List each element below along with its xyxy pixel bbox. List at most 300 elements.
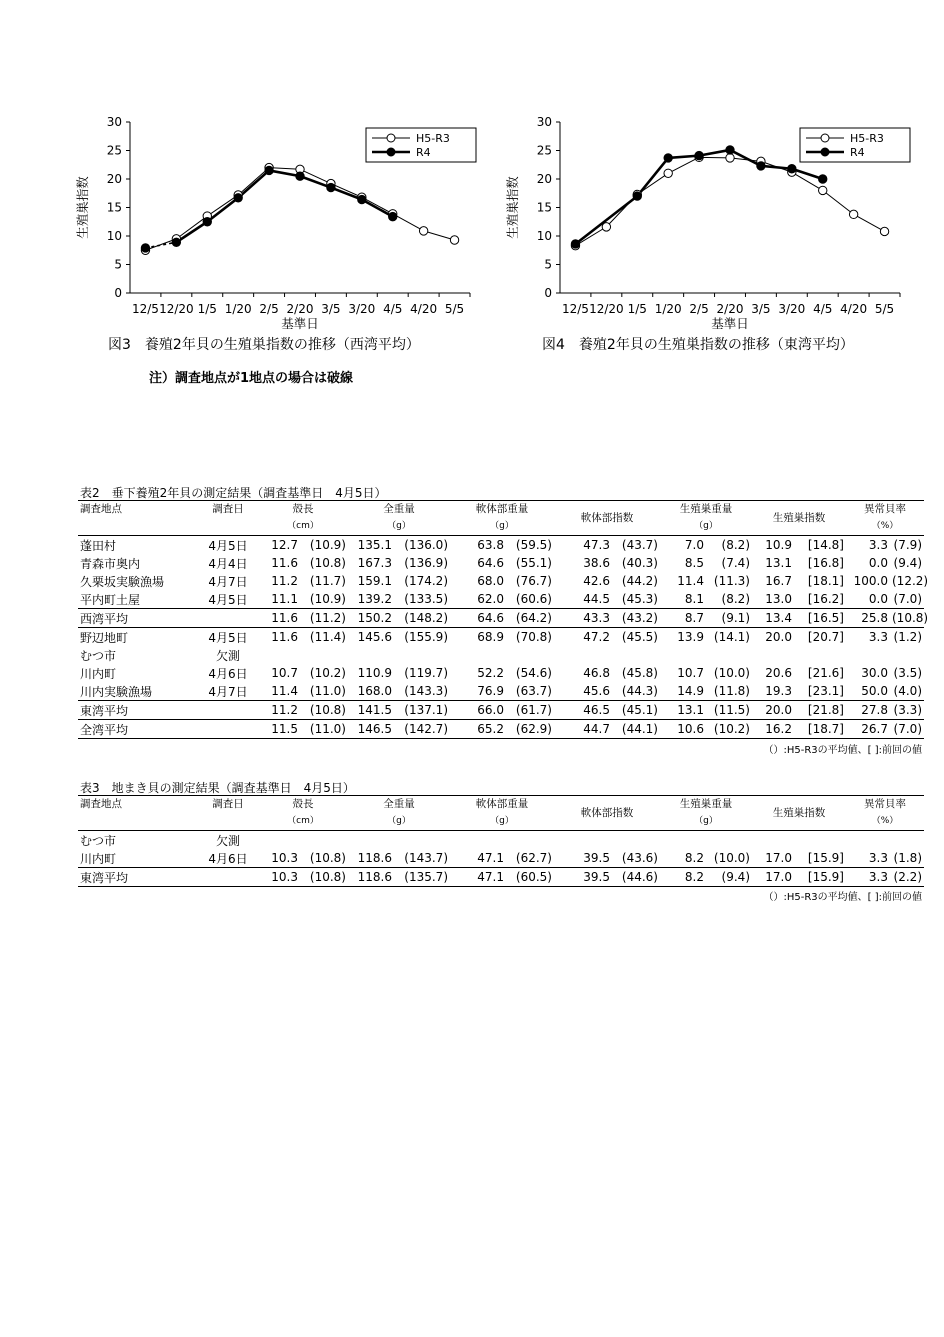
cell-softidx-avg xyxy=(612,831,660,850)
series-line-r4 xyxy=(575,196,637,244)
cell-shell: 12.7 xyxy=(271,538,298,552)
legend-marker xyxy=(821,148,829,156)
cell-site: 東湾平均 xyxy=(80,703,129,718)
cell-shell-avg: (11.2) xyxy=(309,611,346,625)
data-point-r4 xyxy=(726,146,734,154)
cell-gsi-prev: [18.7] xyxy=(807,722,844,736)
cell-soft-avg: (61.7) xyxy=(515,703,552,717)
cell-soft-avg: (62.7) xyxy=(515,851,552,865)
series-line-h5-r3 xyxy=(823,190,854,214)
cell-date xyxy=(198,868,258,887)
cell-date: 4月5日 xyxy=(208,630,248,645)
cell-gonad: 13.1 xyxy=(677,703,704,717)
cell-softidx: 39.5 xyxy=(583,870,610,884)
table3-footnote: （）:H5-R3の平均値、[ ]:前回の値 xyxy=(763,892,922,903)
cell-shell-avg: (11.7) xyxy=(309,574,346,588)
cell-softidx-avg: (45.5) xyxy=(621,630,658,644)
cell-abn: 27.8 xyxy=(861,703,888,717)
cell-softidx: 43.3 xyxy=(583,611,610,625)
legend-label: H5-R3 xyxy=(416,132,450,145)
cell-gonad: 8.2 xyxy=(684,851,704,865)
cell-gonad: 8.7 xyxy=(684,611,704,625)
cell-gonad-avg: (11.8) xyxy=(713,684,750,698)
cell-total-avg: (142.7) xyxy=(404,722,448,736)
cell-total-avg: (136.9) xyxy=(404,556,448,570)
cell-gonad: 8.5 xyxy=(684,556,704,570)
header-site: 調査地点 xyxy=(80,503,122,515)
cell-gsi: 13.4 xyxy=(765,611,792,625)
cell-shell: 11.2 xyxy=(271,574,298,588)
cell-gsi: 13.0 xyxy=(765,592,792,606)
cell-abn xyxy=(846,646,890,664)
data-point-r4 xyxy=(234,194,242,202)
series-line-h5-r3 xyxy=(854,214,885,231)
cell-gonad-avg: (9.1) xyxy=(721,611,750,625)
cell-total-avg: (174.2) xyxy=(404,574,448,588)
cell-shell: 11.6 xyxy=(271,556,298,570)
cell-gsi-prev: [15.9] xyxy=(807,851,844,865)
y-tick-label: 0 xyxy=(114,286,122,300)
table-row xyxy=(78,831,924,850)
x-tick-label: 5/5 xyxy=(444,302,465,316)
y-tick-label: 15 xyxy=(106,200,122,215)
cell-total-avg: (136.0) xyxy=(404,538,448,552)
cell-total: 145.6 xyxy=(357,630,392,644)
cell-softidx: 39.5 xyxy=(583,851,610,865)
cell-abn-avg: (3.3) xyxy=(893,703,922,717)
table-row xyxy=(78,536,924,555)
cell-gsi-prev: [23.1] xyxy=(807,684,844,698)
cell-soft: 76.9 xyxy=(477,684,504,698)
table-row xyxy=(78,849,924,868)
header-gonad: 生殖巣重量 （g） xyxy=(679,503,733,531)
cell-gsi-prev: [21.6] xyxy=(807,666,844,680)
table3 xyxy=(78,795,924,887)
cell-gsi: 20.0 xyxy=(765,630,792,644)
data-point-r4 xyxy=(633,192,641,200)
cell-abn-avg: (12.2) xyxy=(892,574,929,588)
cell-soft-avg: (59.5) xyxy=(515,538,552,552)
cell-gsi-prev: [16.5] xyxy=(807,611,844,625)
cell-softidx: 46.5 xyxy=(583,703,610,717)
cell-abn: 3.3 xyxy=(868,538,888,552)
series-line-h5-r3 xyxy=(238,168,269,195)
data-point-r4 xyxy=(389,212,397,220)
cell-shell-avg: (10.2) xyxy=(309,666,346,680)
cell-date: 欠測 xyxy=(215,833,240,848)
cell-softidx: 38.6 xyxy=(583,556,610,570)
cell-soft: 68.0 xyxy=(477,574,504,588)
cell-softidx: 44.7 xyxy=(583,722,610,736)
cell-total: 159.1 xyxy=(357,574,392,588)
header-total: 全重量 （g） xyxy=(383,503,415,531)
cell-date: 4月5日 xyxy=(208,538,248,553)
cell-total-avg: (155.9) xyxy=(404,630,448,644)
cell-gonad xyxy=(660,831,706,850)
cell-shell: 10.3 xyxy=(271,851,298,865)
cell-total-avg: (143.7) xyxy=(404,851,448,865)
cell-gonad-avg: (10.2) xyxy=(713,722,750,736)
cell-site: 蓬田村 xyxy=(80,538,117,553)
figure3-caption: 図3 養殖2年貝の生殖巣指数の推移（西湾平均） xyxy=(108,337,420,353)
dashed-line-note: 注）調査地点が1地点の場合は破線 xyxy=(149,371,354,386)
cell-abn xyxy=(846,831,890,850)
cell-abn-avg: (2.2) xyxy=(893,870,922,884)
cell-site: 川内町 xyxy=(80,851,117,866)
x-tick-label: 1/5 xyxy=(197,302,217,316)
y-tick-label: 25 xyxy=(536,143,552,158)
cell-soft-avg xyxy=(506,831,554,850)
x-tick-label: 1/20 xyxy=(224,302,252,316)
cell-softidx: 45.6 xyxy=(583,684,610,698)
cell-soft: 65.2 xyxy=(477,722,504,736)
cell-gonad-avg: (10.0) xyxy=(713,851,750,865)
series-line-r4 xyxy=(792,169,823,179)
cell-gonad: 14.9 xyxy=(677,684,704,698)
y-tick-label: 5 xyxy=(544,257,552,272)
data-point-h5-r3 xyxy=(419,227,427,235)
cell-date xyxy=(198,701,258,720)
y-tick-label: 30 xyxy=(106,115,122,129)
legend-label: R4 xyxy=(416,146,431,159)
cell-gonad-avg: (7.4) xyxy=(721,556,750,570)
series-line-h5-r3 xyxy=(424,231,455,240)
header-gsi: 生殖巣指数 xyxy=(772,512,826,524)
cell-total: 141.5 xyxy=(357,703,392,717)
cell-total: 118.6 xyxy=(357,870,392,884)
cell-soft xyxy=(450,646,506,664)
cell-gsi: 13.1 xyxy=(765,556,792,570)
y-tick-label: 0 xyxy=(544,286,552,300)
cell-site: 西湾平均 xyxy=(80,611,129,626)
cell-gonad xyxy=(660,646,706,664)
header-gsi: 生殖巣指数 xyxy=(772,807,826,819)
cell-gsi-prev: [16.2] xyxy=(807,592,844,606)
cell-gsi-prev xyxy=(794,646,846,664)
cell-abn: 3.3 xyxy=(868,851,888,865)
cell-abn: 0.0 xyxy=(868,556,888,570)
data-point-r4 xyxy=(757,162,765,170)
table-row xyxy=(78,572,924,590)
cell-date: 4月7日 xyxy=(208,574,248,589)
table-row xyxy=(78,628,924,647)
cell-gonad: 8.2 xyxy=(684,870,704,884)
cell-gonad-avg xyxy=(706,646,752,664)
y-tick-label: 10 xyxy=(536,229,552,243)
series-line-h5-r3 xyxy=(668,157,699,173)
data-point-h5-r3 xyxy=(602,223,610,231)
cell-gonad: 10.7 xyxy=(677,666,704,680)
data-point-r4 xyxy=(327,183,335,191)
chart-svg-east xyxy=(500,108,930,343)
cell-abn-avg: (7.0) xyxy=(893,722,922,736)
cell-abn-avg xyxy=(890,831,924,850)
header-shell: 殻長 （cm） xyxy=(287,503,319,531)
cell-total-avg xyxy=(394,831,450,850)
series-line-r4 xyxy=(269,170,300,176)
cell-date xyxy=(198,609,258,628)
x-tick-label: 2/20 xyxy=(286,302,314,316)
cell-site: 川内町 xyxy=(80,666,117,681)
cell-gonad-avg: (10.0) xyxy=(713,666,750,680)
data-point-r4 xyxy=(265,166,273,174)
cell-gonad: 7.0 xyxy=(684,538,704,552)
data-point-r4 xyxy=(358,195,366,203)
series-line-h5-r3 xyxy=(176,216,207,239)
cell-abn-avg: (1.2) xyxy=(893,630,922,644)
cell-gsi-prev: [16.8] xyxy=(807,556,844,570)
table2-title: 表2 垂下養殖2年貝の測定結果（調査基準日 4月5日） xyxy=(80,486,387,500)
cell-date: 4月5日 xyxy=(208,592,248,607)
header-site: 調査地点 xyxy=(80,798,122,810)
data-point-r4 xyxy=(172,238,180,246)
cell-shell: 11.2 xyxy=(271,703,298,717)
x-tick-label: 3/20 xyxy=(778,302,806,316)
table2 xyxy=(78,500,929,739)
cell-softidx-avg: (43.6) xyxy=(621,851,658,865)
cell-gsi: 16.2 xyxy=(765,722,792,736)
cell-abn: 3.3 xyxy=(868,630,888,644)
cell-site: 青森市奥内 xyxy=(80,556,141,571)
y-tick-label: 30 xyxy=(536,115,552,129)
cell-total: 110.9 xyxy=(357,666,392,680)
x-tick-label: 2/5 xyxy=(259,302,279,316)
cell-shell xyxy=(258,831,300,850)
y-axis-label: 生殖巣指数 xyxy=(75,176,90,239)
data-point-r4 xyxy=(695,151,703,159)
x-tick-label: 1/5 xyxy=(627,302,647,316)
cell-site: 全湾平均 xyxy=(80,722,129,737)
y-tick-label: 10 xyxy=(106,229,122,243)
cell-gonad: 13.9 xyxy=(677,630,704,644)
cell-gonad: 8.1 xyxy=(684,592,704,606)
cell-soft-avg: (54.6) xyxy=(515,666,552,680)
header-gonad: 生殖巣重量 （g） xyxy=(679,798,733,826)
table-row xyxy=(78,720,924,739)
cell-abn-avg: (9.4) xyxy=(893,556,922,570)
figure4-caption: 図4 養殖2年貝の生殖巣指数の推移（東湾平均） xyxy=(542,337,854,353)
header-softidx: 軟体部指数 xyxy=(580,807,634,819)
cell-abn-avg: (3.5) xyxy=(893,666,922,680)
series-line-r4 xyxy=(207,198,238,222)
cell-gsi: 10.9 xyxy=(765,538,792,552)
cell-gsi: 17.0 xyxy=(765,870,792,884)
cell-soft-avg: (63.7) xyxy=(515,684,552,698)
data-point-h5-r3 xyxy=(726,154,734,162)
cell-total-avg: (143.3) xyxy=(404,684,448,698)
cell-gsi xyxy=(752,646,794,664)
cell-softidx xyxy=(554,646,612,664)
cell-softidx-avg: (45.3) xyxy=(621,592,658,606)
cell-softidx-avg: (44.1) xyxy=(621,722,658,736)
cell-soft: 62.0 xyxy=(477,592,504,606)
cell-gonad-avg: (11.3) xyxy=(713,574,750,588)
cell-soft: 47.1 xyxy=(477,851,504,865)
cell-soft-avg: (76.7) xyxy=(515,574,552,588)
cell-gsi-prev: [21.8] xyxy=(807,703,844,717)
cell-total-avg: (119.7) xyxy=(404,666,448,680)
cell-total-avg xyxy=(394,646,450,664)
cell-site: 平内町土屋 xyxy=(80,592,141,607)
legend-marker xyxy=(387,134,395,142)
cell-softidx-avg: (44.3) xyxy=(621,684,658,698)
cell-soft-avg: (62.9) xyxy=(515,722,552,736)
cell-gonad-avg: (9.4) xyxy=(721,870,750,884)
cell-soft: 64.6 xyxy=(477,611,504,625)
cell-total-avg: (137.1) xyxy=(404,703,448,717)
cell-shell-avg: (10.9) xyxy=(309,538,346,552)
cell-softidx xyxy=(554,831,612,850)
cell-softidx: 42.6 xyxy=(583,574,610,588)
cell-shell-avg: (10.8) xyxy=(309,703,346,717)
cell-total: 118.6 xyxy=(357,851,392,865)
cell-shell-avg: (10.9) xyxy=(309,592,346,606)
cell-gsi-prev: [18.1] xyxy=(807,574,844,588)
cell-soft: 66.0 xyxy=(477,703,504,717)
cell-site: 川内実験漁場 xyxy=(80,684,153,699)
cell-shell xyxy=(258,646,300,664)
cell-site: 野辺地町 xyxy=(80,630,129,645)
cell-gsi: 16.7 xyxy=(765,574,792,588)
data-point-r4 xyxy=(664,154,672,162)
cell-shell-avg: (11.4) xyxy=(309,630,346,644)
cell-gsi: 20.0 xyxy=(765,703,792,717)
cell-softidx-avg: (40.3) xyxy=(621,556,658,570)
header-soft: 軟体部重量 （g） xyxy=(475,798,529,826)
header-total: 全重量 （g） xyxy=(383,798,415,826)
cell-gonad-avg: (14.1) xyxy=(713,630,750,644)
cell-softidx: 46.8 xyxy=(583,666,610,680)
series-line-r4 xyxy=(238,170,269,197)
cell-total-avg: (135.7) xyxy=(404,870,448,884)
cell-date: 4月6日 xyxy=(208,666,248,681)
cell-abn-avg: (1.8) xyxy=(893,851,922,865)
chart-svg-west xyxy=(70,108,500,343)
cell-total: 135.1 xyxy=(357,538,392,552)
cell-site: 東湾平均 xyxy=(80,870,129,885)
cell-gsi: 19.3 xyxy=(765,684,792,698)
cell-total: 167.3 xyxy=(357,556,392,570)
series-line-r4 xyxy=(145,242,176,248)
cell-date: 4月7日 xyxy=(208,684,248,699)
cell-shell: 11.5 xyxy=(271,722,298,736)
cell-shell-avg: (11.0) xyxy=(309,722,346,736)
cell-abn-avg: (7.0) xyxy=(893,592,922,606)
data-point-h5-r3 xyxy=(664,169,672,177)
data-point-r4 xyxy=(788,165,796,173)
cell-shell: 11.4 xyxy=(271,684,298,698)
table3-header-row xyxy=(78,796,924,831)
table-row xyxy=(78,646,924,664)
cell-abn-avg xyxy=(890,646,924,664)
cell-soft-avg xyxy=(506,646,554,664)
table2-footnote: （）:H5-R3の平均値、[ ]:前回の値 xyxy=(763,745,922,756)
cell-site: 久栗坂実験漁場 xyxy=(80,574,165,589)
data-point-h5-r3 xyxy=(819,186,827,194)
header-date: 調査日 xyxy=(212,798,244,810)
cell-shell-avg xyxy=(300,831,348,850)
cell-gonad-avg: (8.2) xyxy=(721,538,750,552)
x-tick-label: 2/20 xyxy=(716,302,744,316)
x-tick-label: 3/5 xyxy=(751,302,771,316)
x-axis-label: 基準日 xyxy=(281,316,319,331)
legend-marker xyxy=(387,148,395,156)
cell-abn-avg: (10.8) xyxy=(892,611,929,625)
cell-soft-avg: (55.1) xyxy=(515,556,552,570)
header-shell: 殻長 （cm） xyxy=(287,798,319,826)
y-axis-label: 生殖巣指数 xyxy=(505,176,520,239)
cell-softidx: 47.2 xyxy=(583,630,610,644)
cell-soft-avg: (60.6) xyxy=(515,592,552,606)
legend-label: H5-R3 xyxy=(850,132,884,145)
cell-gonad: 10.6 xyxy=(677,722,704,736)
cell-softidx: 47.3 xyxy=(583,538,610,552)
cell-shell: 10.3 xyxy=(271,870,298,884)
x-tick-label: 4/20 xyxy=(410,302,438,316)
data-point-h5-r3 xyxy=(450,236,458,244)
y-tick-label: 5 xyxy=(114,257,122,272)
cell-gonad-avg: (8.2) xyxy=(721,592,750,606)
cell-abn: 25.8 xyxy=(861,611,888,625)
cell-shell-avg xyxy=(300,646,348,664)
table-row xyxy=(78,701,924,720)
x-tick-label: 4/20 xyxy=(840,302,868,316)
cell-date: 欠測 xyxy=(215,648,240,663)
cell-gonad-avg: (11.5) xyxy=(713,703,750,717)
cell-gsi-prev: [14.8] xyxy=(807,538,844,552)
cell-date xyxy=(198,720,258,739)
cell-abn: 100.0 xyxy=(853,574,888,588)
cell-softidx: 44.5 xyxy=(583,592,610,606)
legend-marker xyxy=(821,134,829,142)
cell-abn: 3.3 xyxy=(868,870,888,884)
cell-abn-avg: (7.9) xyxy=(893,538,922,552)
table-row xyxy=(78,609,924,628)
y-tick-label: 20 xyxy=(536,172,552,186)
data-point-h5-r3 xyxy=(849,210,857,218)
cell-softidx-avg: (44.6) xyxy=(621,870,658,884)
cell-shell-avg: (11.0) xyxy=(309,684,346,698)
cell-softidx-avg: (44.2) xyxy=(621,574,658,588)
series-line-h5-r3 xyxy=(575,227,606,246)
cell-abn: 0.0 xyxy=(868,592,888,606)
header-soft: 軟体部重量 （g） xyxy=(475,503,529,531)
cell-abn: 50.0 xyxy=(861,684,888,698)
cell-shell: 11.6 xyxy=(271,630,298,644)
cell-total: 150.2 xyxy=(357,611,392,625)
y-tick-label: 20 xyxy=(106,172,122,186)
x-tick-label: 4/5 xyxy=(383,302,403,316)
table-row xyxy=(78,868,924,887)
cell-site: むつ市 xyxy=(80,648,117,663)
cell-total: 146.5 xyxy=(357,722,392,736)
cell-softidx-avg: (43.2) xyxy=(621,611,658,625)
cell-soft: 64.6 xyxy=(477,556,504,570)
cell-softidx-avg xyxy=(612,646,660,664)
series-line-r4 xyxy=(699,150,730,156)
cell-soft-avg: (70.8) xyxy=(515,630,552,644)
cell-date: 4月6日 xyxy=(208,851,248,866)
cell-soft: 63.8 xyxy=(477,538,504,552)
table3-title: 表3 地まき貝の測定結果（調査基準日 4月5日） xyxy=(80,781,355,795)
table-row xyxy=(78,554,924,572)
x-tick-label: 12/20 xyxy=(589,302,624,316)
y-tick-label: 15 xyxy=(536,200,552,215)
cell-date: 4月4日 xyxy=(208,556,248,571)
header-abnormal: 異常貝率 （%） xyxy=(864,503,906,531)
cell-gsi xyxy=(752,831,794,850)
cell-total xyxy=(348,831,394,850)
